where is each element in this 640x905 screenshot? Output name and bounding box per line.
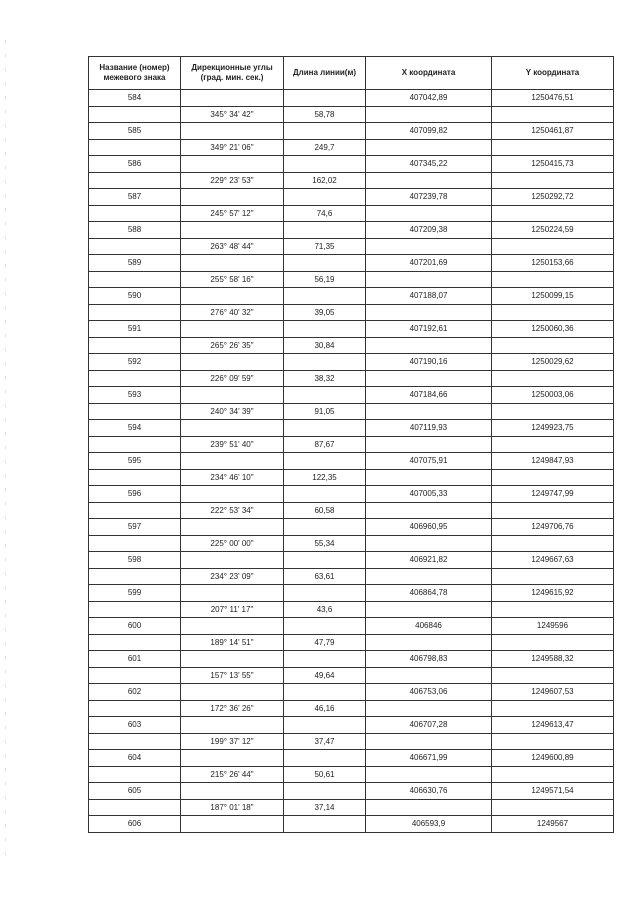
angle-cell-empty [181, 684, 284, 701]
y-coordinate: 1250461,87 [492, 123, 614, 140]
y-cell-empty [492, 766, 614, 783]
y-cell-empty [492, 106, 614, 123]
table-row-segment [89, 205, 614, 222]
x-coordinate: 407075,91 [366, 453, 492, 470]
name-cell-empty [89, 502, 181, 519]
point-name: 602 [89, 684, 181, 701]
direction-angle: 172° 36' 26" [181, 700, 284, 717]
y-cell-empty [492, 304, 614, 321]
length-cell-empty [284, 354, 366, 371]
x-coordinate: 407042,89 [366, 90, 492, 107]
name-cell-empty [89, 304, 181, 321]
x-cell-empty [366, 469, 492, 486]
y-coordinate: 1249706,76 [492, 519, 614, 536]
line-length: 122,35 [284, 469, 366, 486]
point-name: 604 [89, 750, 181, 767]
direction-angle: 239° 51' 40" [181, 436, 284, 453]
y-coordinate: 1249923,75 [492, 420, 614, 437]
angle-cell-empty [181, 717, 284, 734]
direction-angle: 255° 58' 16" [181, 271, 284, 288]
line-length: 63,61 [284, 568, 366, 585]
table-row-segment [89, 502, 614, 519]
y-coordinate: 1250476,51 [492, 90, 614, 107]
length-cell-empty [284, 90, 366, 107]
name-cell-empty [89, 700, 181, 717]
x-cell-empty [366, 733, 492, 750]
table-row-point [89, 189, 614, 206]
table-row-segment [89, 271, 614, 288]
y-cell-empty [492, 733, 614, 750]
angle-cell-empty [181, 585, 284, 602]
point-name: 597 [89, 519, 181, 536]
table-row-point [89, 255, 614, 272]
x-coordinate: 407239,78 [366, 189, 492, 206]
y-coordinate: 1249588,32 [492, 651, 614, 668]
table-row-point [89, 552, 614, 569]
x-coordinate: 406798,83 [366, 651, 492, 668]
point-name: 605 [89, 783, 181, 800]
table-row-point [89, 156, 614, 173]
x-cell-empty [366, 502, 492, 519]
table-row-point [89, 387, 614, 404]
angle-cell-empty [181, 90, 284, 107]
angle-cell-empty [181, 321, 284, 338]
y-cell-empty [492, 370, 614, 387]
length-cell-empty [284, 156, 366, 173]
angle-cell-empty [181, 486, 284, 503]
angle-cell-empty [181, 189, 284, 206]
x-cell-empty [366, 337, 492, 354]
y-coordinate: 1249607,53 [492, 684, 614, 701]
table-row-point [89, 420, 614, 437]
x-coordinate: 406921,82 [366, 552, 492, 569]
x-coordinate: 407119,93 [366, 420, 492, 437]
line-length: 39,05 [284, 304, 366, 321]
x-cell-empty [366, 271, 492, 288]
line-length: 37,47 [284, 733, 366, 750]
table-row-segment [89, 634, 614, 651]
y-cell-empty [492, 238, 614, 255]
x-coordinate: 407201,69 [366, 255, 492, 272]
table-row-point [89, 90, 614, 107]
line-length: 50,61 [284, 766, 366, 783]
length-cell-empty [284, 420, 366, 437]
name-cell-empty [89, 766, 181, 783]
x-cell-empty [366, 436, 492, 453]
length-cell-empty [284, 816, 366, 833]
length-cell-empty [284, 519, 366, 536]
header-y: Y координата [492, 57, 614, 90]
name-cell-empty [89, 205, 181, 222]
direction-angle: 263° 48' 44" [181, 238, 284, 255]
length-cell-empty [284, 717, 366, 734]
name-cell-empty [89, 271, 181, 288]
y-coordinate: 1249615,92 [492, 585, 614, 602]
angle-cell-empty [181, 453, 284, 470]
name-cell-empty [89, 667, 181, 684]
x-coordinate: 406846 [366, 618, 492, 635]
header-angle: Дирекционные углы (град. мин. сек.) [181, 57, 284, 90]
length-cell-empty [284, 684, 366, 701]
direction-angle: 222° 53' 34" [181, 502, 284, 519]
x-cell-empty [366, 799, 492, 816]
length-cell-empty [284, 618, 366, 635]
point-name: 595 [89, 453, 181, 470]
y-coordinate: 1250003,06 [492, 387, 614, 404]
x-coordinate: 406753,06 [366, 684, 492, 701]
y-cell-empty [492, 271, 614, 288]
x-coordinate: 407099,82 [366, 123, 492, 140]
y-coordinate: 1249596 [492, 618, 614, 635]
direction-angle: 157° 13' 55" [181, 667, 284, 684]
line-length: 58,78 [284, 106, 366, 123]
table-row-point [89, 651, 614, 668]
y-coordinate: 1249600,89 [492, 750, 614, 767]
length-cell-empty [284, 255, 366, 272]
name-cell-empty [89, 799, 181, 816]
x-coordinate: 407188,07 [366, 288, 492, 305]
name-cell-empty [89, 634, 181, 651]
y-coordinate: 1249747,99 [492, 486, 614, 503]
y-coordinate: 1250099,15 [492, 288, 614, 305]
x-cell-empty [366, 172, 492, 189]
line-length: 56,19 [284, 271, 366, 288]
table-row-segment [89, 436, 614, 453]
line-length: 162,02 [284, 172, 366, 189]
y-coordinate: 1249567 [492, 816, 614, 833]
length-cell-empty [284, 189, 366, 206]
x-cell-empty [366, 535, 492, 552]
name-cell-empty [89, 535, 181, 552]
direction-angle: 207° 11' 17" [181, 601, 284, 618]
angle-cell-empty [181, 618, 284, 635]
name-cell-empty [89, 469, 181, 486]
boundary-coordinates-table [88, 56, 614, 833]
length-cell-empty [284, 585, 366, 602]
angle-cell-empty [181, 222, 284, 239]
y-coordinate: 1250029,62 [492, 354, 614, 371]
x-cell-empty [366, 238, 492, 255]
table-row-point [89, 750, 614, 767]
length-cell-empty [284, 750, 366, 767]
direction-angle: 229° 23' 53" [181, 172, 284, 189]
y-coordinate: 1250292,72 [492, 189, 614, 206]
y-cell-empty [492, 436, 614, 453]
y-cell-empty [492, 205, 614, 222]
name-cell-empty [89, 403, 181, 420]
y-cell-empty [492, 799, 614, 816]
y-cell-empty [492, 535, 614, 552]
x-coordinate: 406630,76 [366, 783, 492, 800]
angle-cell-empty [181, 387, 284, 404]
table-row-segment [89, 304, 614, 321]
name-cell-empty [89, 139, 181, 156]
angle-cell-empty [181, 750, 284, 767]
name-cell-empty [89, 601, 181, 618]
table-row-point [89, 123, 614, 140]
table-row-point [89, 618, 614, 635]
table-row-segment [89, 733, 614, 750]
length-cell-empty [284, 123, 366, 140]
x-coordinate: 406960,95 [366, 519, 492, 536]
table-row-segment [89, 799, 614, 816]
direction-angle: 345° 34' 42" [181, 106, 284, 123]
line-length: 91,05 [284, 403, 366, 420]
line-length: 38,32 [284, 370, 366, 387]
line-length: 43,6 [284, 601, 366, 618]
y-cell-empty [492, 634, 614, 651]
y-coordinate: 1250153,66 [492, 255, 614, 272]
length-cell-empty [284, 453, 366, 470]
line-length: 87,67 [284, 436, 366, 453]
y-coordinate: 1249571,54 [492, 783, 614, 800]
table-row-segment [89, 337, 614, 354]
table-row-segment [89, 403, 614, 420]
table-row-point [89, 321, 614, 338]
x-cell-empty [366, 139, 492, 156]
y-cell-empty [492, 139, 614, 156]
name-cell-empty [89, 337, 181, 354]
x-coordinate: 407345,22 [366, 156, 492, 173]
y-cell-empty [492, 502, 614, 519]
line-length: 30,84 [284, 337, 366, 354]
line-length: 71,35 [284, 238, 366, 255]
table-row-segment [89, 766, 614, 783]
x-coordinate: 407184,66 [366, 387, 492, 404]
table-row-point [89, 717, 614, 734]
table-row-point [89, 288, 614, 305]
point-name: 589 [89, 255, 181, 272]
table-row-point [89, 222, 614, 239]
x-coordinate: 406671,99 [366, 750, 492, 767]
table-row-segment [89, 139, 614, 156]
direction-angle: 226° 09' 59" [181, 370, 284, 387]
y-cell-empty [492, 403, 614, 420]
direction-angle: 349° 21' 06" [181, 139, 284, 156]
x-coordinate: 406707,28 [366, 717, 492, 734]
y-coordinate: 1249613,47 [492, 717, 614, 734]
direction-angle: 199° 37' 12" [181, 733, 284, 750]
length-cell-empty [284, 222, 366, 239]
point-name: 587 [89, 189, 181, 206]
direction-angle: 234° 46' 10" [181, 469, 284, 486]
x-cell-empty [366, 205, 492, 222]
line-length: 249,7 [284, 139, 366, 156]
line-length: 46,16 [284, 700, 366, 717]
table-row-point [89, 816, 614, 833]
point-name: 601 [89, 651, 181, 668]
angle-cell-empty [181, 651, 284, 668]
scan-edge-marks [5, 40, 6, 860]
direction-angle: 187° 01' 18" [181, 799, 284, 816]
point-name: 586 [89, 156, 181, 173]
line-length: 37,14 [284, 799, 366, 816]
angle-cell-empty [181, 420, 284, 437]
point-name: 596 [89, 486, 181, 503]
header-length: Длина линии(м) [284, 57, 366, 90]
length-cell-empty [284, 651, 366, 668]
table-row-point [89, 684, 614, 701]
point-name: 598 [89, 552, 181, 569]
table-row-segment [89, 667, 614, 684]
table-row-point [89, 519, 614, 536]
angle-cell-empty [181, 156, 284, 173]
x-coordinate: 407190,16 [366, 354, 492, 371]
table-row-segment [89, 568, 614, 585]
table-row-point [89, 453, 614, 470]
point-name: 606 [89, 816, 181, 833]
angle-cell-empty [181, 816, 284, 833]
y-coordinate: 1250060,36 [492, 321, 614, 338]
x-cell-empty [366, 106, 492, 123]
table-row-point [89, 486, 614, 503]
direction-angle: 215° 26' 44" [181, 766, 284, 783]
y-cell-empty [492, 667, 614, 684]
line-length: 74,6 [284, 205, 366, 222]
line-length: 47,79 [284, 634, 366, 651]
header-name: Название (номер) межевого знака [89, 57, 181, 90]
point-name: 599 [89, 585, 181, 602]
point-name: 590 [89, 288, 181, 305]
x-coordinate: 407005,33 [366, 486, 492, 503]
direction-angle: 234° 23' 09" [181, 568, 284, 585]
x-cell-empty [366, 700, 492, 717]
x-cell-empty [366, 766, 492, 783]
header-x: X координата [366, 57, 492, 90]
y-cell-empty [492, 337, 614, 354]
angle-cell-empty [181, 255, 284, 272]
point-name: 585 [89, 123, 181, 140]
x-cell-empty [366, 634, 492, 651]
angle-cell-empty [181, 354, 284, 371]
direction-angle: 245° 57' 12" [181, 205, 284, 222]
line-length: 60,58 [284, 502, 366, 519]
x-coordinate: 406593,9 [366, 816, 492, 833]
point-name: 603 [89, 717, 181, 734]
angle-cell-empty [181, 552, 284, 569]
direction-angle: 276° 40' 32" [181, 304, 284, 321]
y-cell-empty [492, 568, 614, 585]
length-cell-empty [284, 486, 366, 503]
table-row-segment [89, 172, 614, 189]
x-cell-empty [366, 601, 492, 618]
point-name: 588 [89, 222, 181, 239]
point-name: 600 [89, 618, 181, 635]
line-length: 49,64 [284, 667, 366, 684]
table-header-row [89, 57, 614, 90]
direction-angle: 189° 14' 51" [181, 634, 284, 651]
length-cell-empty [284, 321, 366, 338]
point-name: 592 [89, 354, 181, 371]
length-cell-empty [284, 288, 366, 305]
name-cell-empty [89, 238, 181, 255]
point-name: 591 [89, 321, 181, 338]
x-coordinate: 407209,38 [366, 222, 492, 239]
table-row-segment [89, 238, 614, 255]
angle-cell-empty [181, 288, 284, 305]
name-cell-empty [89, 172, 181, 189]
direction-angle: 265° 26' 35" [181, 337, 284, 354]
table-row-segment [89, 106, 614, 123]
table-row-segment [89, 535, 614, 552]
name-cell-empty [89, 106, 181, 123]
y-cell-empty [492, 700, 614, 717]
angle-cell-empty [181, 519, 284, 536]
table-row-segment [89, 469, 614, 486]
x-coordinate: 406864,78 [366, 585, 492, 602]
length-cell-empty [284, 387, 366, 404]
table-row-segment [89, 601, 614, 618]
table-row-point [89, 783, 614, 800]
name-cell-empty [89, 568, 181, 585]
x-coordinate: 407192,61 [366, 321, 492, 338]
point-name: 594 [89, 420, 181, 437]
y-coordinate: 1249667,63 [492, 552, 614, 569]
table-row-point [89, 585, 614, 602]
length-cell-empty [284, 783, 366, 800]
y-coordinate: 1250224,59 [492, 222, 614, 239]
y-coordinate: 1250415,73 [492, 156, 614, 173]
x-cell-empty [366, 667, 492, 684]
direction-angle: 240° 34' 39" [181, 403, 284, 420]
name-cell-empty [89, 436, 181, 453]
angle-cell-empty [181, 123, 284, 140]
table-row-segment [89, 700, 614, 717]
name-cell-empty [89, 370, 181, 387]
line-length: 55,34 [284, 535, 366, 552]
x-cell-empty [366, 403, 492, 420]
y-cell-empty [492, 469, 614, 486]
point-name: 584 [89, 90, 181, 107]
x-cell-empty [366, 370, 492, 387]
angle-cell-empty [181, 783, 284, 800]
y-cell-empty [492, 601, 614, 618]
table-row-point [89, 354, 614, 371]
length-cell-empty [284, 552, 366, 569]
direction-angle: 225° 00' 00" [181, 535, 284, 552]
y-coordinate: 1249847,93 [492, 453, 614, 470]
x-cell-empty [366, 568, 492, 585]
name-cell-empty [89, 733, 181, 750]
table-row-segment [89, 370, 614, 387]
table-body [89, 90, 614, 833]
y-cell-empty [492, 172, 614, 189]
point-name: 593 [89, 387, 181, 404]
x-cell-empty [366, 304, 492, 321]
